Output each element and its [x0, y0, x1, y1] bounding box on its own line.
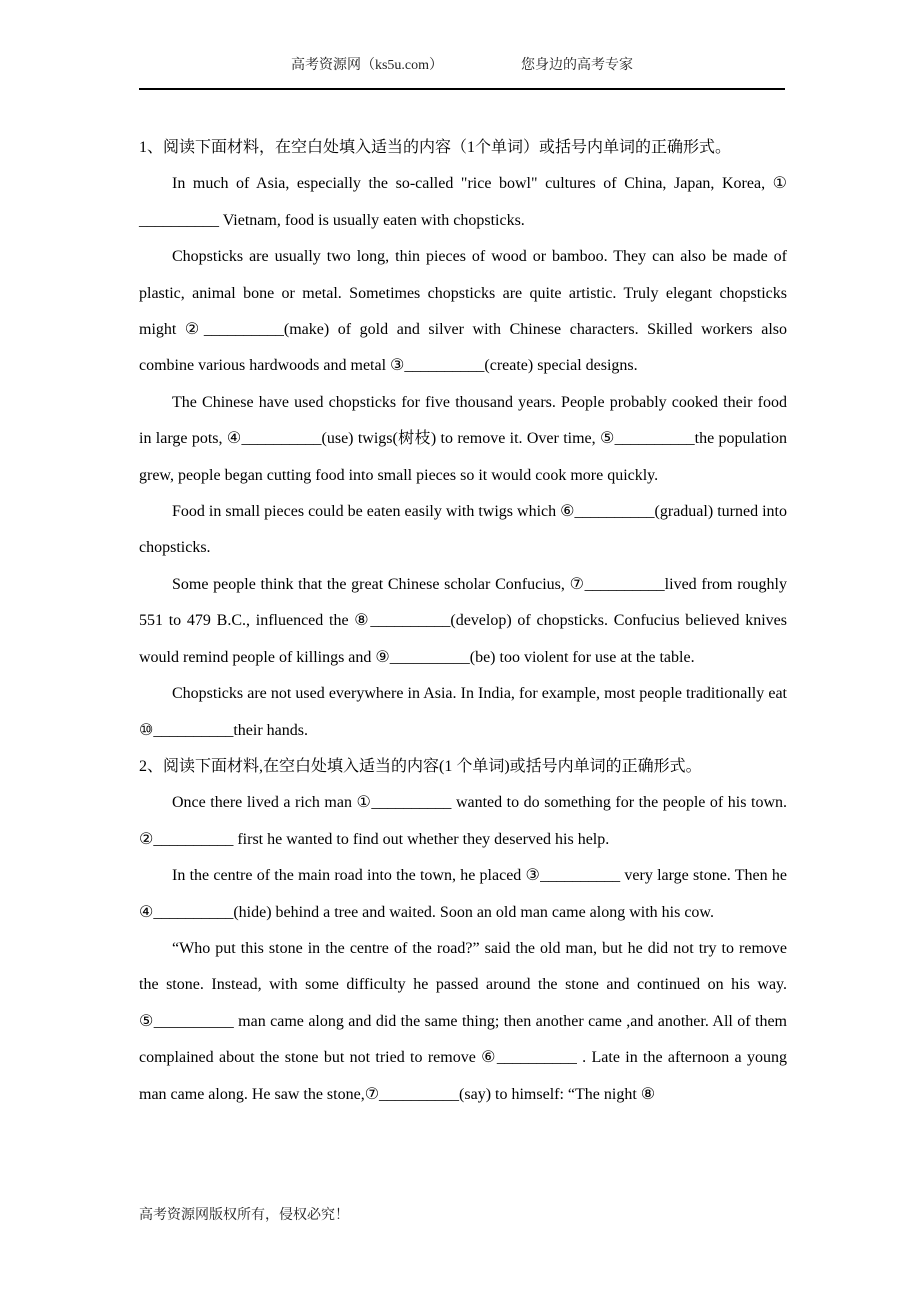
page-footer [139, 1204, 349, 1224]
exercise-2-instruction: 2、阅读下面材料,在空白处填入适当的内容(1 个单词)或括号内单词的正确形式。 [139, 757, 702, 775]
exercise-1-paragraph: Chopsticks are usually two long, thin pieces of wood or bamboo. They can also be made of plastic, animal bone or metal. Sometimes chopsticks are quite artistic. Truly elegant chopsticks might ②__________(make) of gold and silver with Chinese characters. Skilled workers also combine various hardwoods and metal ③__________(create) special designs. [139, 248, 787, 375]
document-body [139, 130, 787, 1113]
exercise-2-paragraph: “Who put this stone in the centre of the road?” said the old man, but he did not try to remove the stone. Instead, with some difficulty he passed around the stone and continued on his way. ⑤__________ man came along and did the same thing; then another came ,and another. All of them complained about the stone but not tried to remove ⑥__________ . Late in the afternoon a young man came along. He saw the stone,⑦__________(say) to himself: “The night ⑧ [139, 939, 787, 1103]
exercise-1-paragraph: The Chinese have used chopsticks for five thousand years. People probably cooked their food in large pots, ④__________(use) twigs(树枝) to remove it. Over time, ⑤__________the population grew, people began cutting food into small pieces so it would cook more quickly. [139, 393, 787, 484]
exercise-1-paragraph: Chopsticks are not used everywhere in Asia. In India, for example, most people traditionally eat ⑩__________their hands. [139, 685, 787, 739]
exercise-1-paragraph: Food in small pieces could be eaten easily with twigs which ⑥__________(gradual) turned into chopsticks. [139, 503, 787, 557]
exercise-2-paragraph: In the centre of the main road into the town, he placed ③__________ very large stone. Then he ④__________(hide) behind a tree and waited. Soon an old man came along with his cow. [139, 867, 787, 921]
exercise-1-paragraph: In much of Asia, especially the so-called "rice bowl" cultures of China, Japan, Korea, ① __________ Vietnam, food is usually eaten with chopsticks. [139, 175, 787, 229]
site-name: 高考资源网（ks5u.com） [290, 58, 444, 73]
copyright-text: 高考资源网版权所有，侵权必究！ [139, 1208, 349, 1223]
page-header [139, 54, 785, 90]
exercise-1-paragraph: Some people think that the great Chinese scholar Confucius, ⑦__________lived from roughly 551 to 479 B.C., influenced the ⑧__________(develop) of chopsticks. Confucius believed knives would remind people of killings and ⑨__________(be) too violent for use at the table. [139, 575, 787, 666]
site-slogan: 您身边的高考专家 [521, 58, 634, 73]
exercise-2-paragraph: Once there lived a rich man ①__________ wanted to do something for the people of his town. ②__________ first he wanted to find out whether they deserved his help. [139, 794, 787, 848]
exercise-1-instruction: 1、阅读下面材料，在空白处填入适当的内容（1个单词）或括号内单词的正确形式。 [139, 139, 732, 156]
